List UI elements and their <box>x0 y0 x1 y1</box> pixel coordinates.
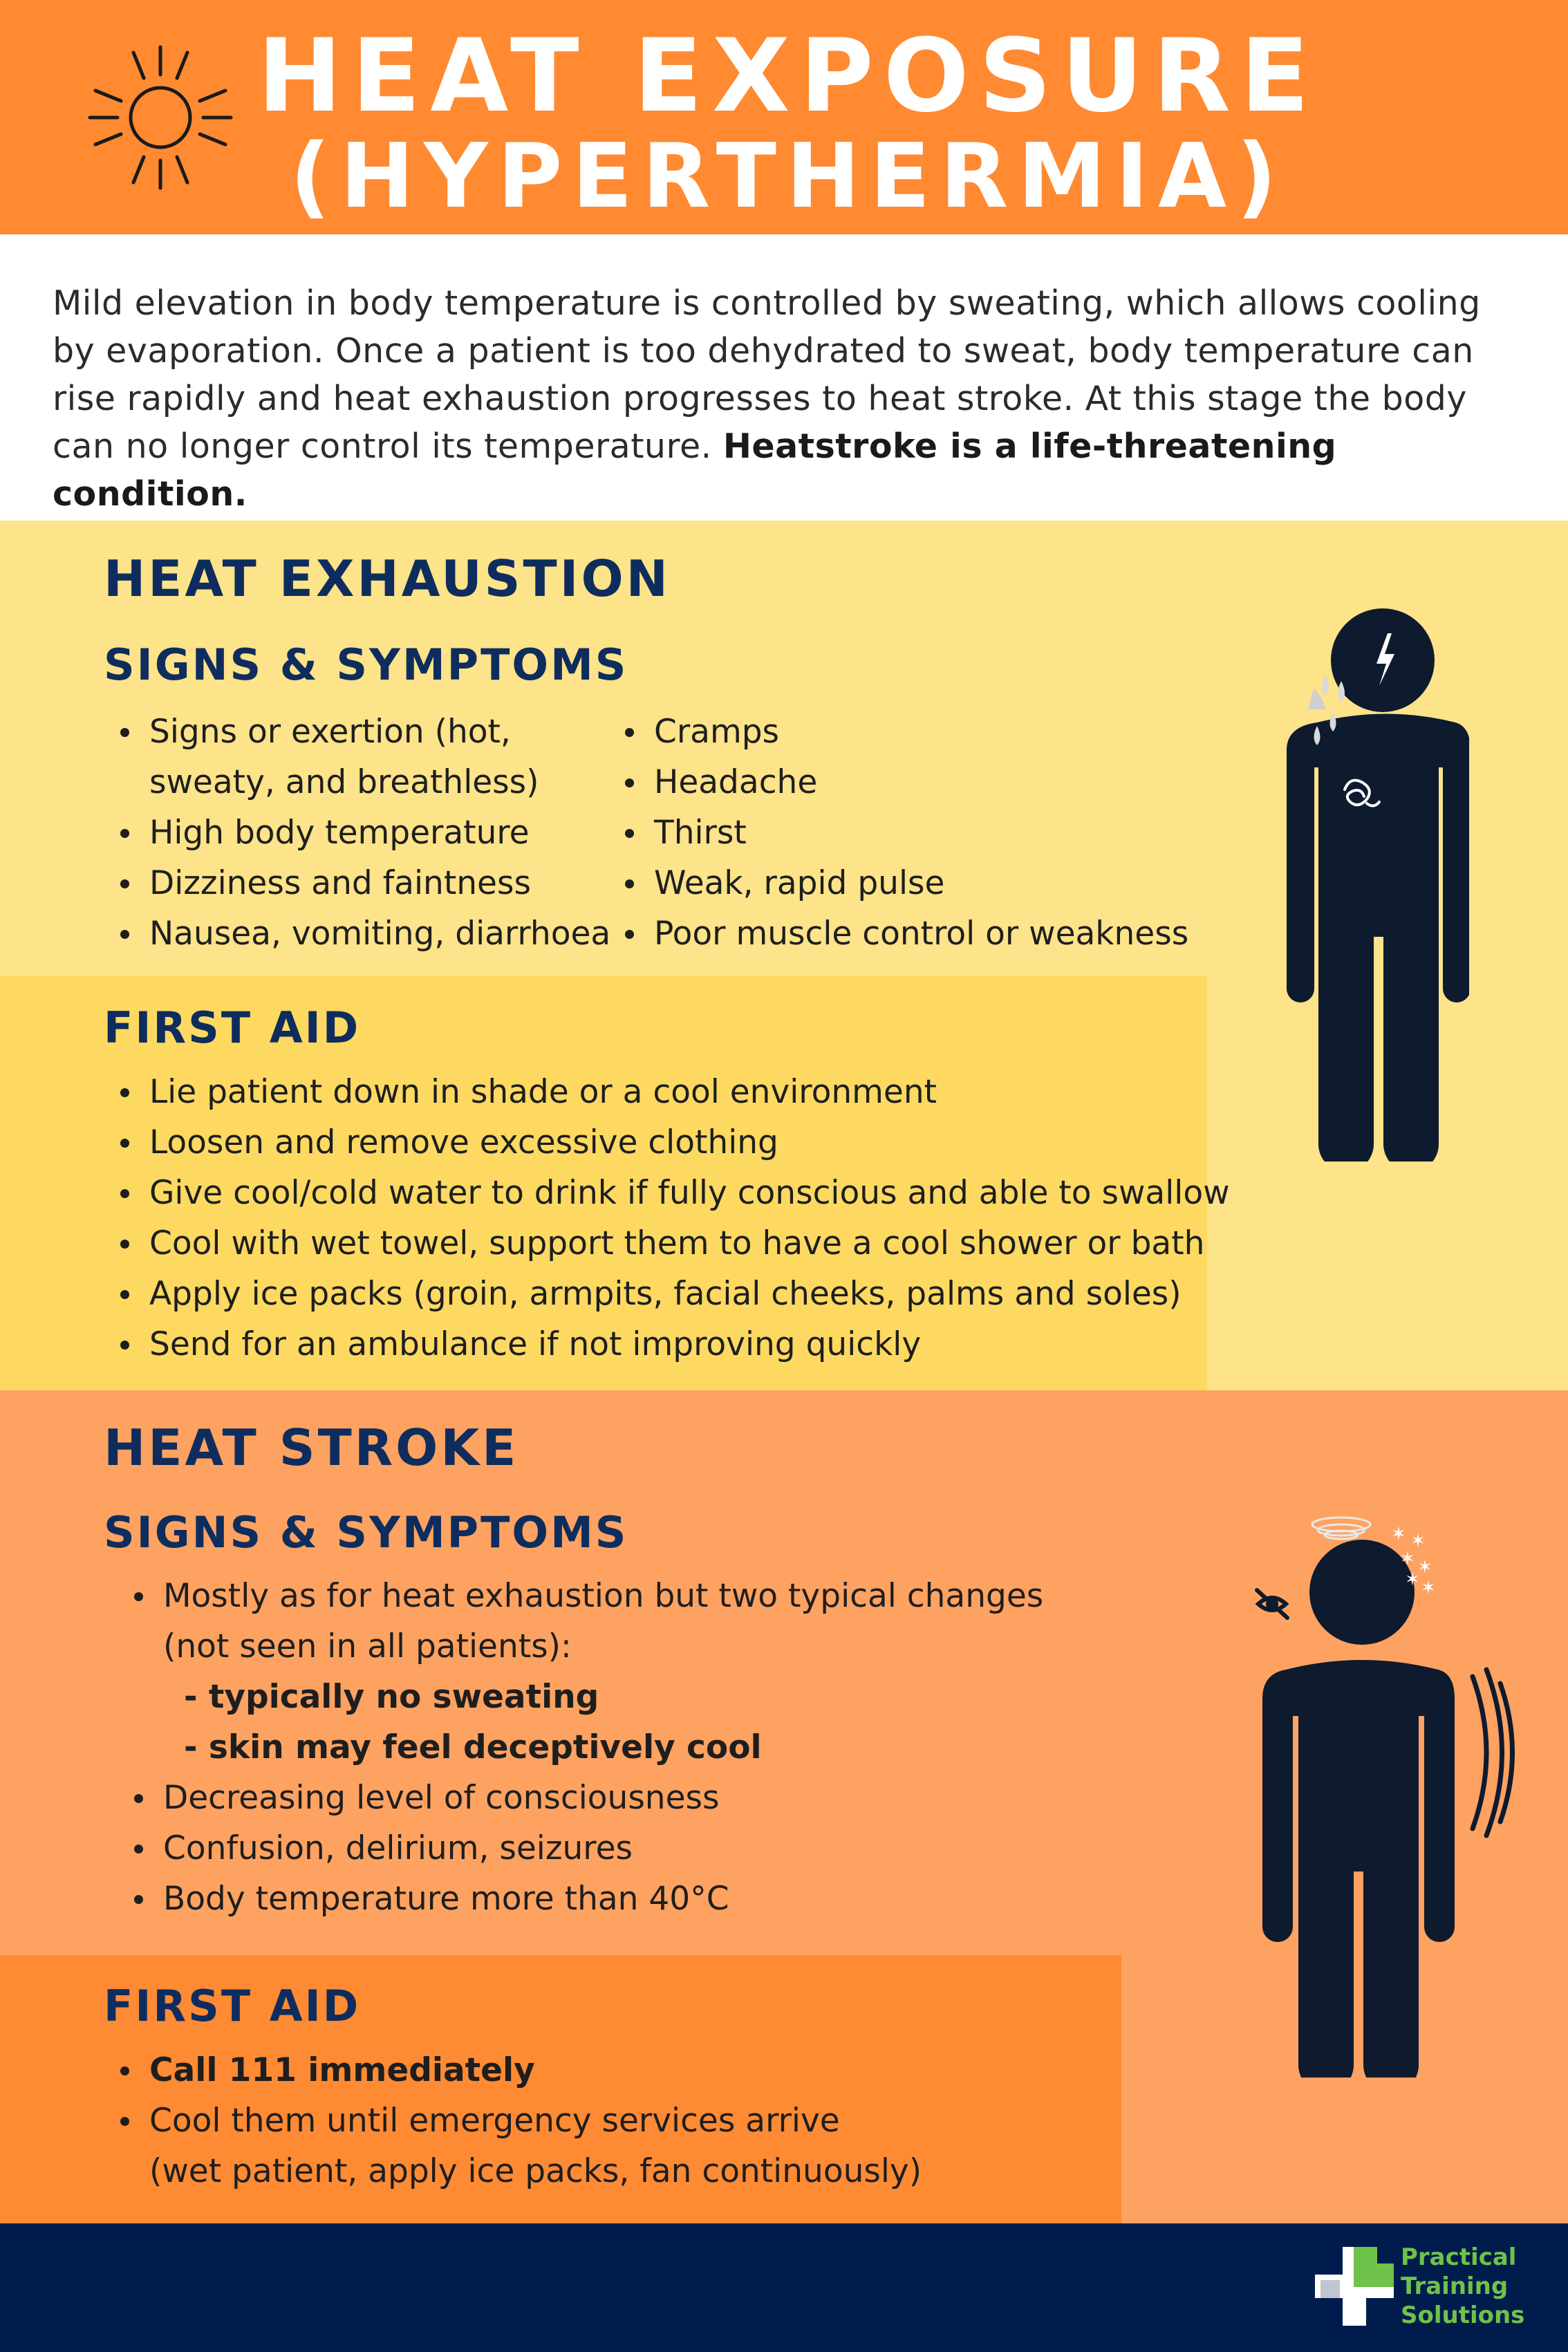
logo-line-3: Solutions <box>1401 2302 1525 2329</box>
list-item: Lie patient down in shade or a cool environment <box>106 1067 1230 1117</box>
list-item: Loosen and remove excessive clothing <box>106 1117 1230 1168</box>
medical-cross-logo-icon <box>1315 2246 1394 2327</box>
list-item: Send for an ambulance if not improving quickly <box>106 1319 1230 1370</box>
heat-exhaustion-heading: HEAT EXHAUSTION <box>104 550 671 608</box>
list-item: Signs or exertion (hot, <box>106 707 610 757</box>
stroke-signs-list <box>120 1571 1043 1924</box>
list-item: Cool with wet towel, support them to have a cool shower or bath <box>106 1218 1230 1269</box>
stroke-first-aid-list <box>106 2045 922 2196</box>
svg-text:✶: ✶ <box>1391 1524 1406 1544</box>
list-item: Cramps <box>611 707 1188 757</box>
logo-line-1: Practical <box>1401 2243 1517 2271</box>
stroke-first-aid-heading: FIRST AID <box>104 1981 361 2031</box>
exhaustion-signs-list-col1 <box>106 707 610 959</box>
list-item: - typically no sweating <box>184 1678 599 1716</box>
list-item: sweaty, and breathless) <box>149 763 539 801</box>
list-item: Thirst <box>611 808 1188 858</box>
intro-warning: Heatstroke is a life-threatening condition. <box>53 427 1337 514</box>
list-item: Weak, rapid pulse <box>611 858 1188 908</box>
svg-text:✶: ✶ <box>1421 1578 1436 1598</box>
heat-stroke-heading: HEAT STROKE <box>104 1419 519 1477</box>
exhaustion-signs-heading: SIGNS & SYMPTOMS <box>104 640 628 690</box>
dizzy-person-icon <box>1244 1504 1521 2078</box>
list-item: Cool them until emergency services arrive <box>106 2096 922 2146</box>
page-title-line2: (HYPERTHERMIA) <box>290 125 1287 228</box>
stroke-signs-heading: SIGNS & SYMPTOMS <box>104 1507 628 1558</box>
exhaustion-signs-list-col2 <box>611 707 1188 959</box>
intro-text: Mild elevation in body temperature is controlled by sweating, which allows cooling by evaporation. Once a patient is too dehydrated to sweat, body temperature can rise rapidly and heat exhaustion progresses to heat stroke. At this stage the body can no longer control its temperature. <box>53 283 1481 466</box>
list-item: Call 111 immediately <box>106 2045 922 2096</box>
svg-text:✶: ✶ <box>1417 1557 1432 1578</box>
exhaustion-first-aid-heading: FIRST AID <box>104 1002 361 1053</box>
list-item: Poor muscle control or weakness <box>611 908 1188 959</box>
list-item: Decreasing level of consciousness <box>120 1773 1043 1823</box>
list-item: (wet patient, apply ice packs, fan continuously) <box>149 2152 922 2190</box>
svg-text:✶: ✶ <box>1400 1549 1415 1569</box>
list-item: Dizziness and faintness <box>106 858 610 908</box>
list-item: Mostly as for heat exhaustion but two typical changes <box>120 1571 1043 1621</box>
list-item: - skin may feel deceptively cool <box>184 1728 762 1766</box>
intro-paragraph <box>53 279 1525 518</box>
list-item: Nausea, vomiting, diarrhoea <box>106 908 610 959</box>
list-item: Headache <box>611 757 1188 808</box>
logo-text <box>1401 2243 1539 2330</box>
sun-icon <box>84 41 236 194</box>
list-item: Body temperature more than 40°C <box>120 1874 1043 1924</box>
list-item: Apply ice packs (groin, armpits, facial cheeks, palms and soles) <box>106 1269 1230 1319</box>
logo-line-2: Training <box>1401 2272 1509 2300</box>
svg-text:✶: ✶ <box>1405 1569 1420 1590</box>
page-title-line1: HEAT EXPOSURE <box>257 17 1319 135</box>
list-item: High body temperature <box>106 808 610 858</box>
list-item: Give cool/cold water to drink if fully conscious and able to swallow <box>106 1168 1230 1218</box>
list-item: Confusion, delirium, seizures <box>120 1823 1043 1874</box>
sweating-person-icon <box>1241 608 1469 1161</box>
exhaustion-first-aid-list <box>106 1067 1230 1370</box>
list-item: (not seen in all patients): <box>163 1627 572 1665</box>
svg-text:✶: ✶ <box>1410 1531 1426 1551</box>
practical-training-solutions-logo <box>1315 2243 1536 2333</box>
